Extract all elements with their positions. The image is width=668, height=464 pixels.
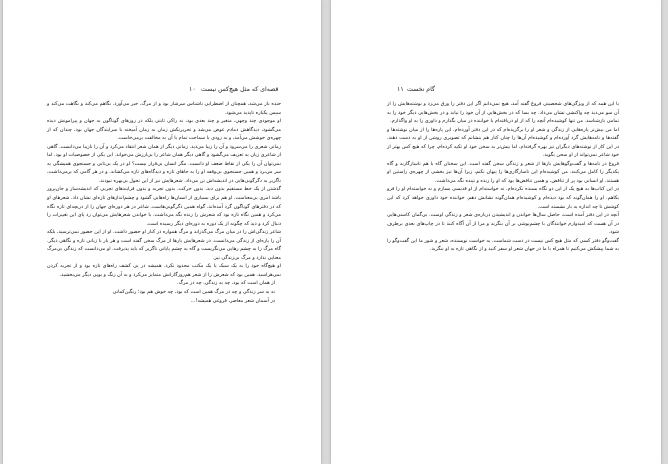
left-page-body — [47, 100, 281, 305]
right-page — [331, 0, 661, 464]
paragraph: اما من بیش‌تر پاره‌هایی از زندگی و شعر او را برگزیده‌ام که در این دفتر آورده‌ام. این پاره‌ها را از میان نوشته‌ها و گفته‌ها و نامه‌هایش گرد آورده‌ام و کوشیده‌ام آن‌ها را چنان کنار هم بنشانم که تصویری روشن از او به دست دهند. در این کار از نوشته‌های دیگران نیز بهره گرفته‌ام، اما بیش‌تر به سخن خود او تکیه کرده‌ام، چرا که هیچ کس بهتر از خود شاعر نمی‌تواند از او سخن بگوید. — [387, 126, 619, 159]
paragraph: آنچه در این دفتر آمده است، حاصل سال‌ها خواندن و اندیشیدن درباره‌ی شعر و زندگی اوست. بی‌گمان کاستی‌هایی در آن هست که امیدوارم خوانندگان با چشم‌پوشی بر آن بنگرند و مرا از آن آگاه کنند تا در چاپ‌های بعدی برطرف شود. — [387, 212, 619, 236]
paragraph: او هیچ‌گاه خود را به یک سبک یا یک مکتب محدود نکرد. همیشه در پی کشف راه‌های تازه بود و از تجربه کردن نمی‌هراسید. همین بود که شعرش را از شعر هم‌روزگارانش متمایز می‌کرد و به آن رنگ و بویی دیگر می‌بخشید. — [47, 263, 281, 278]
paragraph: گذشتن از یک خط مستقیم بدون دید، بدون حرکت، بدون تجربه و بدون فرایندهای تجربی که اندیشه‌ساز و جان‌پرور باشد امری بی‌معناست. او هم برای بسیاری از انسان‌ها راه‌هایی گشود و چشم‌اندازهای تازه‌ای نشان داد. شعرهای او که در دفترهای گوناگون گرد آمده‌اند، گواه همین دگرگونی‌هاست. شاعر در هر دوره‌ای جهان را از دریچه‌ای تازه نگاه می‌کرد و همین نگاه تازه بود که شعرش را زنده نگه می‌داشت. با خواندن شعرهایش می‌توان رد پای این تغییرات را دنبال کرد و دید که چگونه از یک دوره به دوره‌ای دیگر رسیده است. — [47, 186, 281, 227]
running-title: قصه‌ای که مثل هیچ‌کس نیست — [201, 86, 279, 93]
paragraph: با این همه که از ویژگی‌های شخصیتی فروغ گفته آمد، هیچ نمی‌دانم اگر این دفتر را ورق می‌زد و نوشته‌هایش را از آن سو می‌دید چه واکنشی نشان می‌داد. چه بسا که در بخش‌هایی از آن خود را نیابد و در بخش‌هایی دیگر خود را به تمامی بازشناسد. من تنها کوشیده‌ام آنچه را که از او دریافته‌ام با خواننده در میان بگذارم و داوری را به او واگذارم. — [387, 101, 619, 125]
paragraph: گفت‌وگو دفتر کسی که مثل هیچ کس نیست در دست شماست. به خواست نویسنده، شعر و شور ما این گفت‌وگو را به شما پیشکش می‌کنیم تا همراه با ما در جهان شعر او سفر کنید و از نگاهی تازه به او بنگرید. — [387, 237, 619, 253]
verse-block — [47, 279, 281, 305]
left-page — [3, 0, 321, 464]
right-page-body — [387, 100, 619, 254]
left-page-header — [3, 86, 321, 98]
paragraph: فروغ در نامه‌ها و گفت‌وگوهایش بارها از شعر و زندگی سخن گفته است. این سخنان گاه با هم ناسازگارند و گاه یکدیگر را کامل می‌کنند. من کوشیده‌ام این ناسازگاری‌ها را پنهان نکنم، زیرا آن‌ها نیز بخشی از چهره‌ی راستین او هستند. او انسانی بود پر از تناقض، و همین تناقض‌ها بود که او را زنده و تپنده نگه می‌داشت. — [387, 160, 619, 184]
paragraph: او موجودی چند وجهی، متغیر و چند بعدی بود، نه راکی ثابتی بلکه در روزهای گوناگون به جهان و پیرامونش دیده می‌گشود، دیدگاهش دمادم عوض می‌شد و تحریرنکش زمان به زمان آمیخته با سرایندگان جهان بود، چندان که از چهره‌ی خوشش می‌آمد، و به زودی با سماجت تمام با آن به مخالفت برمی‌خاست. — [47, 118, 281, 142]
page-number: ۱۰ — [189, 86, 196, 93]
right-page-header — [331, 86, 661, 98]
paragraph: زمانی شعری را می‌سرود و آن را زیبا می‌دید. زمانی دیگر از همان شعر انتقاد می‌کرد و آن را نازیبا می‌دانست. گاهی از شاعری زبان به تعریف می‌گشود و گاهی دیگر همان شاعر را بی‌ارزش می‌خواند. این یکی از خصوصیات او بود. اما نمی‌توان آن را یکی از نقاط ضعف او دانست. مگر انسان بی‌قرار نیست؟ او در یک بی‌تابی و جستجوی همیشگی به سر می‌برد و همین جستجوی بی‌وقفه او را به جاهای تازه و دیدگاه‌های تازه می‌کشاند. و در هر گامی که برمی‌داشت، ناگزیر به دگرگونی‌هایی در اندیشه‌اش تن می‌داد. شعرهایش نیز از این تحول بی‌بهره نبودند. — [47, 143, 281, 184]
paragraph: در این کتاب‌ها به هیچ یک از این دو نگاه بسنده نکرده‌ام. نه خواسته‌ام از او قدیسی بسازم و نه خواسته‌ام او را فرو بکاهم. او را همان‌گونه که بود دیده‌ام و کوشیده‌ام همان‌گونه نشانش دهم. خواننده خود داوری خواهد کرد که این کوشش تا چه اندازه به بار نشسته است. — [387, 186, 619, 210]
verse-line: در آسمان شعر معاصر، فروغی همیشه!... — [190, 297, 275, 304]
paragraph: شاعر زندگی‌اش را در میان مرگ می‌گذراند و مرگ همواره در کنار او حضور داشت. او از این حضور نمی‌ترسید، بلکه آن را پاره‌ای از زندگی می‌دانست. در شعرهایش بارها از مرگ سخن گفته است و هر بار با زبانی تازه و نگاهی دیگر. گاه مرگ را به چشم رهایی می‌نگریست و گاه به چشم پایانی ناگزیر که باید پذیرفت. او می‌دانست که زندگی بی‌مرگ معنایی ندارد و مرگ بی‌زندگی نیز. — [47, 229, 281, 261]
running-title: گام نخست — [407, 86, 435, 93]
page-number: ۱۱ — [397, 86, 404, 93]
paragraph: خنده باز می‌شد، همچنان از اضطرابی ناشناس سرشار بود و از مرگ، خبر می‌آورد. نگاهم می‌کند و نگاهت می‌کند و سپس یکباره ناپدید می‌شود. — [47, 101, 281, 116]
verse-line: از همان است که بود، چه به زندگی، چه در مرگ. — [177, 280, 275, 287]
verse-line: نه به سر زندگی و چه در مرگ همین است که بود، چه خوش هم بود؛ رنگین‌کمانی — [112, 289, 275, 296]
